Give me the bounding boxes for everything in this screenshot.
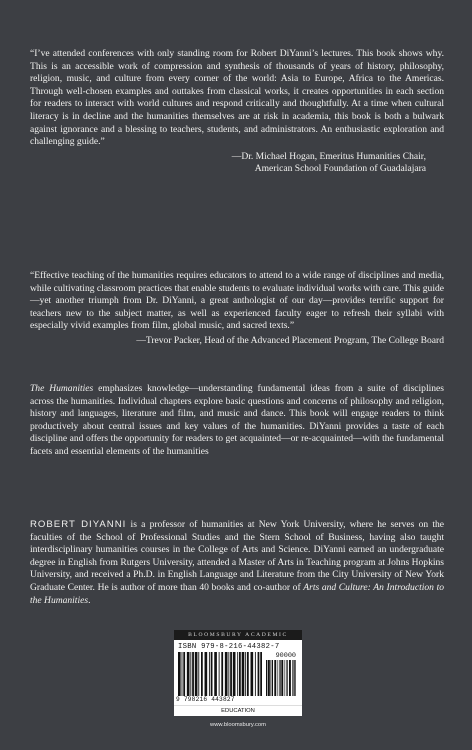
quote-1-text: “I’ve attended conferences with only standing room for Robert DiYanni’s lectures. This book shows why. This is an accessible work of compression and synthesis of thousands of years of history, philosophy, religion, music, and culture from every corner of the world: Asia to Europe, Africa to the Americas. Through well-chosen examples and outtakes from classical works, it creates opportunities in each section for readers to interact with world cultures and respond critically and thoughtfully. At a time when cultural literacy is in decline and the humanities themselves are at risk in academia, this book is both a bulwark against ignorance and a blessing to teachers, students, and administrators. An enthusiastic exploration and challenging guide.” <box>30 48 444 148</box>
barcode-bar <box>219 652 220 696</box>
barcode-bar <box>183 652 185 696</box>
barcode-bar <box>295 660 296 696</box>
barcode-bar <box>272 660 273 696</box>
barcode-bar <box>292 660 293 696</box>
barcode-bar <box>187 652 190 696</box>
coauthored-book-subtitle: An Introduction to the Humanities <box>30 581 444 606</box>
book-description-text: emphasizes knowledge—understanding fundamental ideas from a suite of disciplines across the humanities. Individual chapters explore basic questions and concerns of philosophy and religion, history and languages, literature and film, and music and dance. This book will engage readers to think productively about central issues and key values of the humanities. DiYanni provides a taste of each discipline and offers the opportunity for readers to get acquainted—or re-acquainted—with the fundamental facets and essential elements of the humanities <box>30 383 444 457</box>
barcode-bar <box>214 652 217 696</box>
author-bio-end: . <box>88 594 91 606</box>
barcode-bar <box>237 652 238 696</box>
author-name: ROBERT DIYANNI <box>30 519 127 530</box>
quote-1-attribution <box>30 151 444 176</box>
book-title-italic: The Humanities <box>30 383 94 394</box>
barcode-bar <box>268 660 270 696</box>
barcode-bar <box>190 652 191 696</box>
barcode-bar <box>286 660 287 696</box>
price-code: 90000 <box>275 652 296 660</box>
barcode-bar <box>277 660 278 696</box>
barcode-bar <box>260 652 262 696</box>
barcode-bar <box>242 652 245 696</box>
coauthored-book-title: Arts and Culture <box>303 581 368 593</box>
barcode-bar <box>201 652 203 696</box>
barcode-bar <box>251 652 254 696</box>
author-bio <box>30 519 444 607</box>
book-description <box>30 383 444 459</box>
quote-2-attribution: —Trevor Packer, Head of the Advanced Placement Program, The College Board <box>136 334 444 346</box>
barcode-bar <box>289 660 291 696</box>
barcode-bar <box>230 652 232 696</box>
coauthored-book-separator: : <box>367 581 374 593</box>
barcode-bar <box>228 652 229 696</box>
barcode-bar <box>245 652 246 696</box>
endorsement-quote-1 <box>30 48 444 176</box>
barcode-bar <box>209 652 210 696</box>
quote-2-text: “Effective teaching of the humanities requires educators to attend to a wide range of disciplines and media, while cultivating classroom practices that enable students to evaluate individual works with care. This guide—yet another triumph from Dr. DiYanni, a great anthologist of our day—provides terrific support for teachers new to the subject matter, as well as experienced faculty eager to refresh their syllabi with especially vivid examples from film, global music, and sacred texts.” <box>30 270 444 332</box>
price-addon-barcode-bars <box>266 660 296 696</box>
isbn-barcode <box>174 640 302 705</box>
barcode-bar <box>281 660 283 696</box>
barcode-bar <box>247 652 249 696</box>
barcode-bar <box>211 652 213 696</box>
quote-1-attribution-line-2: American School Foundation of Guadalajara <box>254 163 426 175</box>
barcode-bar <box>198 652 199 696</box>
author-bio-text: is a professor of humanities at New York University, where he serves on the faculties of the School of Professional Studies and the Stern School of Business, having also taught interdisciplinary humanities courses in the College of Arts and Science. DiYanni earned an undergraduate degree in English from Rutgers University, attended a Master of Arts in Teaching program at Johns Hopkins University, and received a Ph.D. in English Language and Literature from the City University of New York Graduate Center. He is author of more than 40 books and co-author of <box>30 519 444 593</box>
barcode-bar <box>255 652 256 696</box>
barcode-bar <box>285 660 286 696</box>
barcode-bar <box>258 652 260 696</box>
barcode-bar <box>270 660 271 696</box>
ean-barcode-bars <box>178 652 262 696</box>
quote-1-attribution-line-1: —Dr. Michael Hogan, Emeritus Humanities Chair, <box>231 150 426 162</box>
barcode-bar <box>239 652 241 696</box>
barcode-bar <box>182 652 183 696</box>
barcode-bar <box>233 652 236 696</box>
barcode-bar <box>293 660 294 696</box>
barcode-bar <box>195 652 198 696</box>
barcode-bar <box>279 660 280 696</box>
barcode-bar <box>225 652 228 696</box>
subject-category: EDUCATION <box>174 705 302 716</box>
barcode-panel <box>174 630 302 716</box>
barcode-bar <box>266 660 267 696</box>
barcode-bar <box>192 652 194 696</box>
barcode-bar <box>205 652 208 696</box>
isbn-text: ISBN 979-8-216-44382-7 <box>178 643 280 651</box>
barcode-bar <box>178 652 181 696</box>
publisher-website: www.bloomsbury.com <box>210 722 266 728</box>
barcode-bar <box>221 652 223 696</box>
barcode-digits: 9 798216 443827 <box>176 696 235 703</box>
endorsement-quote-2 <box>30 270 444 348</box>
publisher-imprint: BLOOMSBURY ACADEMIC <box>174 630 302 640</box>
barcode-bar <box>274 660 276 696</box>
